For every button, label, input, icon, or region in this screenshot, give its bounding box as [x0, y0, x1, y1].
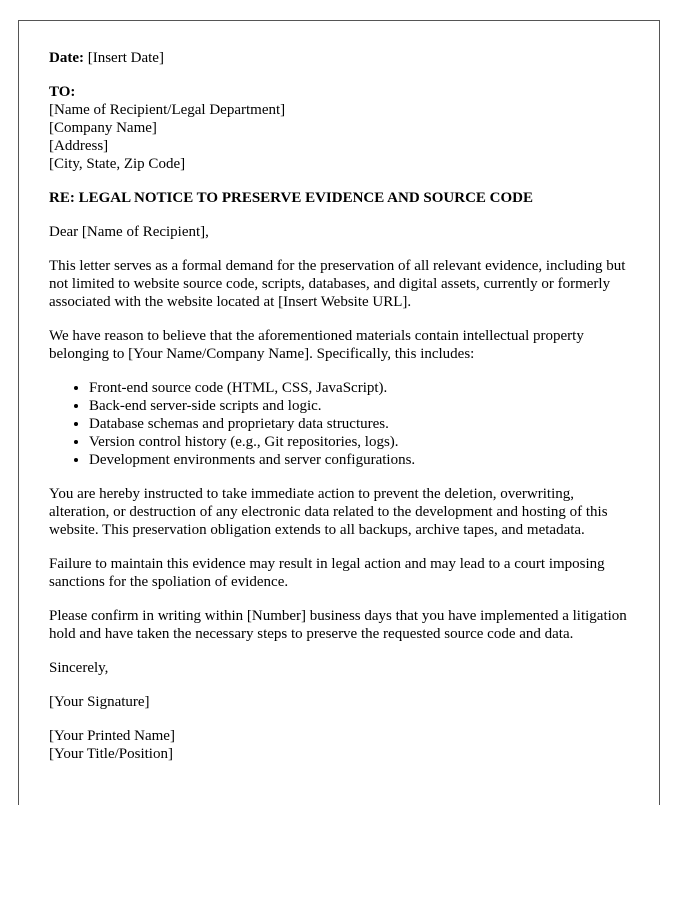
list-item: • Development environments and server configurations.: [89, 451, 634, 469]
paragraph-warning: Failure to maintain this evidence may result in legal action and may lead to a court imposing sanctions for the spoliation of evidence.: [49, 556, 605, 590]
recipient-city: [City, State, Zip Code]: [49, 156, 186, 172]
recipient-address: [Address]: [49, 138, 109, 154]
paragraph-confirm: Please confirm in writing within [Number] business days that you have implemented a litigation hold and have taken the necessary steps to preserve the requested source code and data.: [49, 608, 627, 642]
paragraph-instruction: You are hereby instructed to take immediate action to prevent the deletion, overwriting, alteration, or destruction of any electronic data related to the development and hosting of this website. This preservation obligation extends to all backups, archive tapes, and metadata.: [49, 486, 608, 538]
materials-list: [49, 379, 634, 469]
signature: [Your Signature]: [49, 694, 150, 710]
letter-page: [18, 20, 660, 805]
to-label: TO:: [49, 84, 76, 100]
letter-content: [49, 49, 634, 779]
recipient-company: [Company Name]: [49, 120, 157, 136]
date-value: [Insert Date]: [87, 50, 164, 66]
date-label: Date:: [49, 50, 84, 66]
subject-line: RE: LEGAL NOTICE TO PRESERVE EVIDENCE AND SOURCE CODE: [49, 190, 534, 206]
recipient-block: [49, 83, 634, 173]
paragraph-demand: This letter serves as a formal demand for the preservation of all relevant evidence, including but not limited to website source code, scripts, databases, and digital assets, currently or formerly associated with the website located at [Insert Website URL].: [49, 258, 626, 310]
list-item: • Database schemas and proprietary data structures.: [89, 415, 634, 433]
list-item: • Version control history (e.g., Git repositories, logs).: [89, 433, 634, 451]
paragraph-belief: We have reason to believe that the aforementioned materials contain intellectual property belonging to [Your Name/Company Name]. Specifically, this includes:: [49, 328, 584, 362]
list-item: • Back-end server-side scripts and logic.: [89, 397, 634, 415]
sender-block: [49, 727, 634, 763]
recipient-name: [Name of Recipient/Legal Department]: [49, 102, 286, 118]
closing: Sincerely,: [49, 660, 109, 676]
sender-name: [Your Printed Name]: [49, 728, 175, 744]
date-line: [49, 49, 634, 67]
list-item: • Front-end source code (HTML, CSS, JavaScript).: [89, 379, 634, 397]
salutation: Dear [Name of Recipient],: [49, 224, 209, 240]
sender-title: [Your Title/Position]: [49, 746, 173, 762]
